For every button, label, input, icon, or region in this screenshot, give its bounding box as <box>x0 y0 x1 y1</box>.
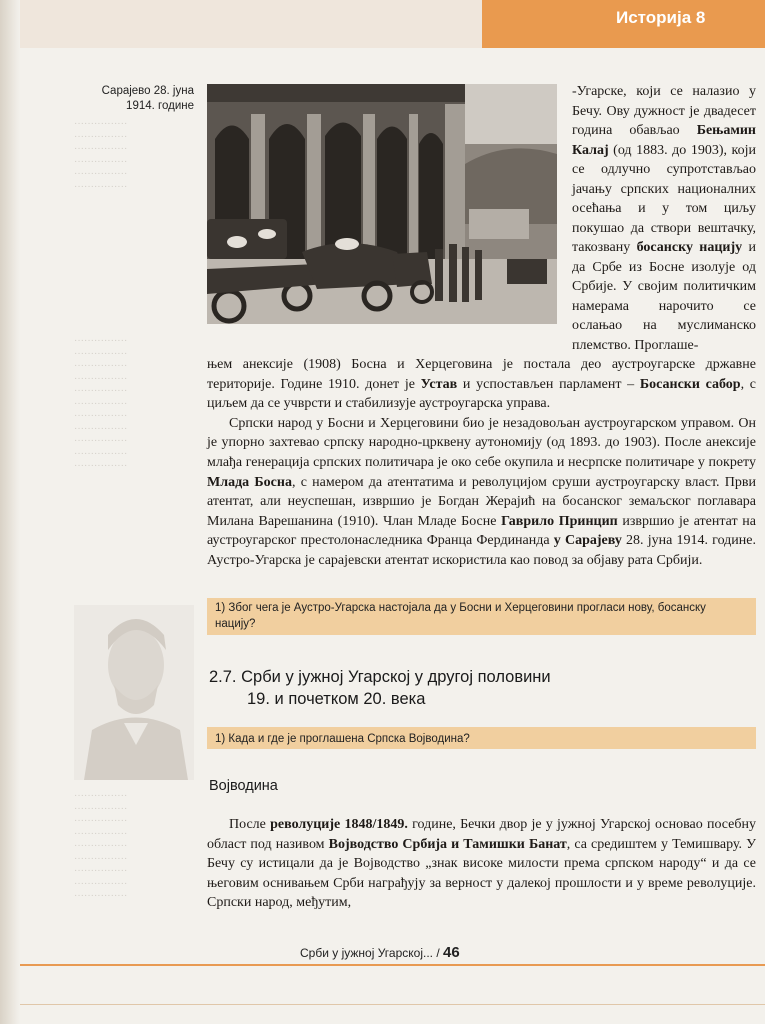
portrait-bleed-through <box>74 605 194 780</box>
bleed-through-text: ················ ················ ················ ················ ················ ················ ················ ················ ················ ················ ················ <box>74 335 128 471</box>
subsection-heading: Војводина <box>209 778 278 794</box>
main-body-text <box>207 355 756 571</box>
book-spine <box>0 0 20 1024</box>
vojvodina-text <box>207 815 756 913</box>
right-column-paragraph: -Угарске, који се налазио у Бечу. Ову дужност је двадесет година обављао Бењамин Калај (од 1883. до 1903), који се одлучно супротстављао јачању српских националних осећања и у том циљу покушао да створи вештачку, такозвану босанску нацију и да Србе из Босне изолује од Србије. У својим политичким намерама нарочито се ослањао на муслиманско племство. Проглаше- <box>572 84 757 353</box>
body-paragraph: Српски народ у Босни и Херцеговини био је незадовољан аустроугарском управом. Он је упорно захтевао српску народно-црквену аутономију (од 1893. до 1903). После анексије млађа генерација српских политичара је око себе окупила и несрпске политичаре у покрету Млада Босна, с намером да атентатима и револуцијом сруши аустроугарску власт. Први атентат, али неуспешан, извршио је Богдан Жерајић на босанског земаљског поглавара Милана Варешанина (1910). Члан Младе Босне Гаврило Принцип извршио је атентат на аустроугарског престолонаследника Франца Фердинанда у Сарајеву 28. јуна 1914. године. Аустро-Угарска је сарајевски атентат искористила као повод за објаву рата Србији. <box>207 415 757 568</box>
historical-photo <box>207 84 557 324</box>
right-column-text <box>572 82 756 355</box>
footer-rule <box>20 964 765 966</box>
body-paragraph: После револуције 1848/1849. године, Бечки двор је у јужној Угарској основао посебну област под називом Војводство Србија и Тамишки Банат, са средиштем у Темишвару. У Бечу су истицали да је Војводство „знак високе милости према српском народу“ и да се његовим оснивањем Срби награђују за верност у далекој прошлости и у време револуције. Српски народ, међутим, <box>207 817 757 911</box>
question-box: 1) Када и где је проглашена Српска Војводина? <box>207 727 756 749</box>
section-heading-line2: 19. и почетком 20. века <box>247 690 426 708</box>
question-box: 1) Због чега је Аустро-Угарска настојала да у Босни и Херцеговини прогласи нову, босанску нацију? <box>207 598 756 635</box>
page-footer <box>300 944 460 961</box>
bleed-through-text: ················ ················ ················ ················ ················ ················ <box>74 118 128 192</box>
photo-caption: Сарајево 28. јуна 1914. године <box>101 85 194 112</box>
footer-chapter-label: Срби у јужној Угарској... / <box>300 946 440 960</box>
bottom-rule <box>20 1004 765 1005</box>
page-number: 46 <box>443 944 460 961</box>
book-title: Историја 8 <box>616 8 706 27</box>
portrait-illustration <box>74 605 194 780</box>
sarajevo-1914-photo <box>207 84 557 324</box>
bleed-through-text: ················ ················ ················ ················ ················ ················ ················ ················ ················ <box>74 790 128 901</box>
section-heading <box>209 666 749 710</box>
header-band <box>20 0 482 48</box>
section-heading-line1: 2.7. Срби у јужној Угарској у другој половини <box>209 668 551 686</box>
body-paragraph: њем анексије (1908) Босна и Херцеговина је постала део аустроугарске државне територије. Године 1910. донет је Устав и успостављен парламент – Босански сабор, с циљем да се учврсти и стабилизује аустроугарска управа. <box>207 357 756 412</box>
